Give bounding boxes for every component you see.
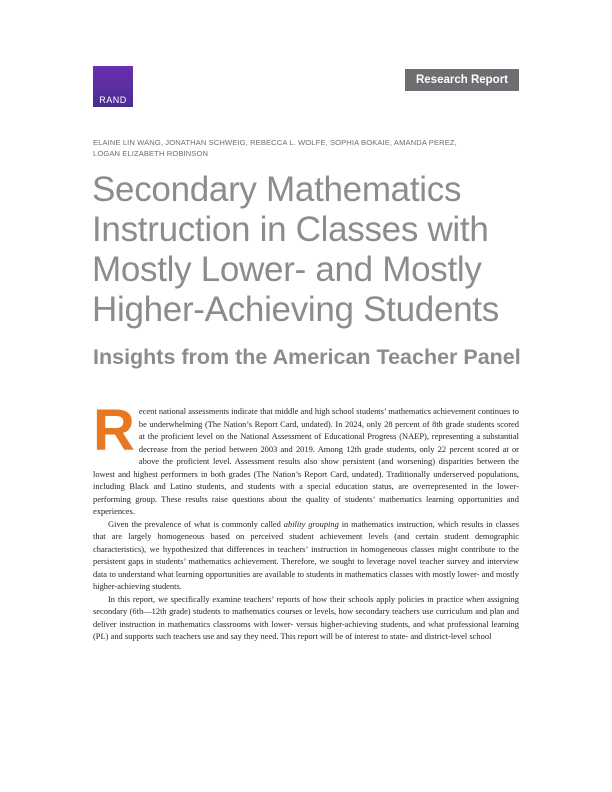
report-title	[92, 170, 562, 330]
paragraph-2	[93, 518, 519, 593]
paragraph-2-emphasis: ability grouping	[283, 518, 339, 529]
drop-cap: R	[93, 398, 135, 463]
paragraph-3: In this report, we specifically examine teachers’ reports of how their schools apply policies in practice when assigning secondary (6th—12th grade) students to mathematics courses or levels, how secondary teachers use curriculum and plan and deliver instruction in mathematics classrooms with lower- versus higher-achieving students, and what professional learning (PL) and supports such teachers use and say they need. This report will be of interest to state- and district-level school	[93, 593, 519, 641]
title-line-2: Instruction in Classes with	[92, 210, 489, 249]
paragraph-2-text-b: in mathematics instruction, which results in classes that are largely homogeneous based on perceived student achievement levels (and certain student demographic characteristics), we hypothesized that differences in teachers’ instruction in homogeneous classes might contribute to the persistent gaps in students’ mathematics achievement. Therefore, we sought to leverage novel teacher survey and interview data to understand what learning opportunities are available to students in mathematics classes with mostly lower- and mostly higher-achieving students.	[93, 518, 519, 591]
report-type-badge: Research Report	[405, 69, 519, 91]
title-line-4: Higher-Achieving Students	[92, 290, 499, 329]
author-list	[93, 138, 523, 159]
rand-logo-text: RAND	[99, 95, 127, 105]
author-line-2: LOGAN ELIZABETH ROBINSON	[93, 148, 209, 158]
rand-logo	[93, 66, 133, 107]
title-line-3: Mostly Lower- and Mostly	[92, 250, 482, 289]
body-text	[93, 398, 519, 643]
paragraph-1-text: ecent national assessments indicate that middle and high school students’ mathematics achievement continues to be underwhelming (The Nation’s Report Card, undated). In 2024, only 28 percent of 8th grade students scored at the proficient level on the National Assessment of Educational Progress (NAEP), representing a substantial decrease from the period between 2003 and 2019. Among 12th grade students, only 22 percent scored at or above the proficient level. Assessment results also show persistent (and worsening) disparities between the lowest and highest performers in both grades (The Nation’s Report Card, undated). Traditionally underserved populations, including Black and Latino students, and students with a special education status, are overrepresented in the lower-performing group. These results raise questions about the quality of students’ mathematics learning opportunities and experiences.	[93, 406, 519, 516]
author-line-1: ELAINE LIN WANG, JONATHAN SCHWEIG, REBECCA L. WOLFE, SOPHIA BOKAIE, AMANDA PEREZ,	[93, 138, 457, 147]
paragraph-2-text-a: Given the prevalence of what is commonly called	[108, 518, 284, 529]
paragraph-1	[93, 398, 519, 518]
title-line-1: Secondary Mathematics	[92, 170, 462, 209]
report-subtitle: Insights from the American Teacher Panel	[93, 345, 521, 369]
